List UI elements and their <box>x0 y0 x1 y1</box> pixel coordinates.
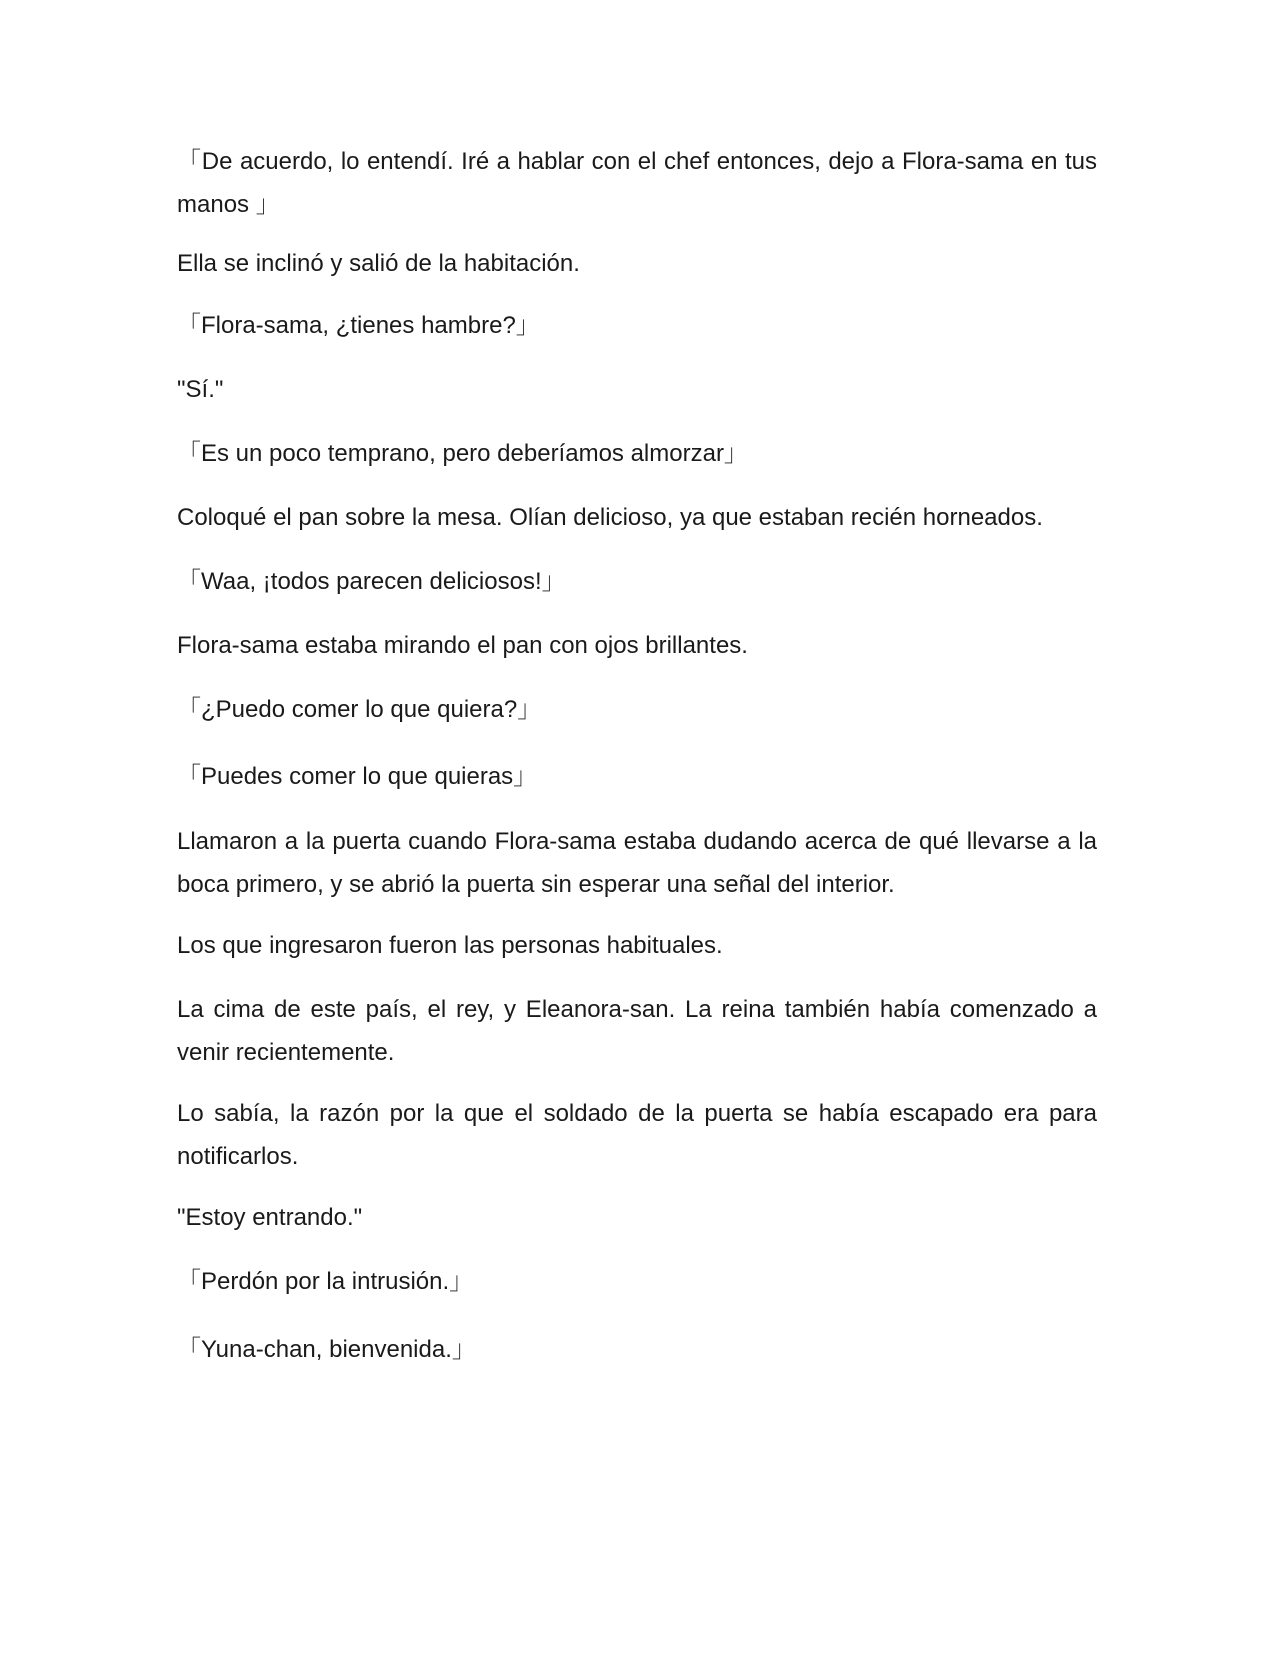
paragraph: "Estoy entrando." <box>177 1204 363 1231</box>
paragraph: Flora-sama estaba mirando el pan con ojos brillantes. <box>177 632 748 659</box>
paragraph: Llamaron a la puerta cuando Flora-sama estaba dudando acerca de qué llevarse a la boca primero, y se abrió la puerta sin esperar una señal del interior. <box>177 828 1097 898</box>
paragraph: Los que ingresaron fueron las personas habituales. <box>177 932 723 959</box>
paragraph: 「De acuerdo, lo entendí. Iré a hablar con el chef entonces, dejo a Flora-sama en tus manos 」 <box>177 148 1097 218</box>
paragraph: 「Es un poco temprano, pero deberíamos almorzar」 <box>177 440 748 467</box>
paragraph: Ella se inclinó y salió de la habitación. <box>177 250 580 277</box>
paragraph: "Sí." <box>177 376 224 403</box>
document-body <box>177 140 1097 1371</box>
paragraph: Lo sabía, la razón por la que el soldado de la puerta se había escapado era para notificarlos. <box>177 1100 1097 1170</box>
paragraph: 「Perdón por la intrusión.」 <box>177 1268 474 1295</box>
paragraph: Coloqué el pan sobre la mesa. Olían delicioso, ya que estaban recién horneados. <box>177 504 1043 531</box>
paragraph: 「Waa, ¡todos parecen deliciosos!」 <box>177 568 566 595</box>
paragraph: 「¿Puedo comer lo que quiera?」 <box>177 696 542 723</box>
paragraph: 「Puedes comer lo que quieras」 <box>177 763 538 790</box>
paragraph: 「Flora-sama, ¿tienes hambre?」 <box>177 312 540 339</box>
paragraph: La cima de este país, el rey, y Eleanora-san. La reina también había comenzado a venir recientemente. <box>177 996 1097 1066</box>
paragraph: 「Yuna-chan, bienvenida.」 <box>177 1336 476 1363</box>
